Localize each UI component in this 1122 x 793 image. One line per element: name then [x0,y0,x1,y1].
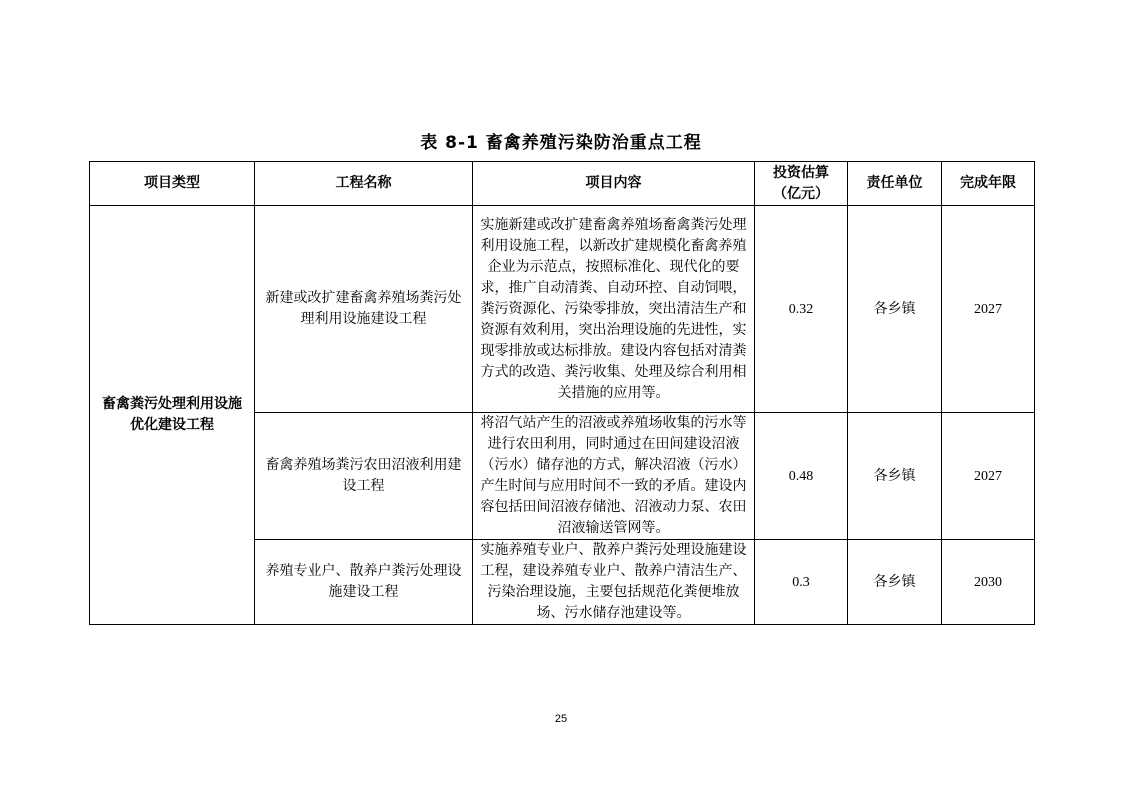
page-number: 25 [554,713,568,725]
key-projects-table [89,161,1035,625]
header-project-type: 项目类型 [90,162,255,206]
project-content-cell: 实施新建或改扩建畜禽养殖场畜禽粪污处理利用设施工程，以新改扩建规模化畜禽养殖企业为示范点，按照标准化、现代化的要求，推广自动清粪、自动环控、自动饲喂，粪污资源化、污染零排放，突出清洁生产和资源有效利用，突出治理设施的先进性，实现零排放或达标排放。建设内容包括对清粪方式的改造、粪污收集、处理及综合利用相关措施的应用等。 [473,206,755,413]
responsible-unit-cell: 各乡镇 [848,206,942,413]
header-investment: 投资估算 （亿元） [755,162,848,206]
project-content-cell: 将沼气站产生的沼液或养殖场收集的污水等进行农田利用，同时通过在田间建设沼液（污水）储存池的方式，解决沼液（污水）产生时间与应用时间不一致的矛盾。建设内容包括田间沼液存储池、沼液动力泵、农田沼液输送管网等。 [473,413,755,540]
investment-cell: 0.3 [755,540,848,625]
project-category-cell: 畜禽粪污处理利用设施优化建设工程 [90,206,255,625]
header-project-content: 项目内容 [473,162,755,206]
responsible-unit-cell: 各乡镇 [848,413,942,540]
project-content-cell: 实施养殖专业户、散养户粪污处理设施建设工程，建设养殖专业户、散养户清洁生产、污染治理设施，主要包括规范化粪便堆放场、污水储存池建设等。 [473,540,755,625]
header-project-name: 工程名称 [255,162,473,206]
header-responsible-unit: 责任单位 [848,162,942,206]
table-row [90,206,1035,413]
project-name-cell: 新建或改扩建畜禽养殖场粪污处理利用设施建设工程 [255,206,473,413]
project-name-cell: 畜禽养殖场粪污农田沼液利用建设工程 [255,413,473,540]
investment-cell: 0.48 [755,413,848,540]
investment-cell: 0.32 [755,206,848,413]
deadline-cell: 2030 [942,540,1035,625]
deadline-cell: 2027 [942,413,1035,540]
responsible-unit-cell: 各乡镇 [848,540,942,625]
project-name-cell: 养殖专业户、散养户粪污处理设施建设工程 [255,540,473,625]
table-title: 表 8-1 畜禽养殖污染防治重点工程 [420,133,702,153]
header-deadline: 完成年限 [942,162,1035,206]
table-header-row [90,162,1035,206]
deadline-cell: 2027 [942,206,1035,413]
